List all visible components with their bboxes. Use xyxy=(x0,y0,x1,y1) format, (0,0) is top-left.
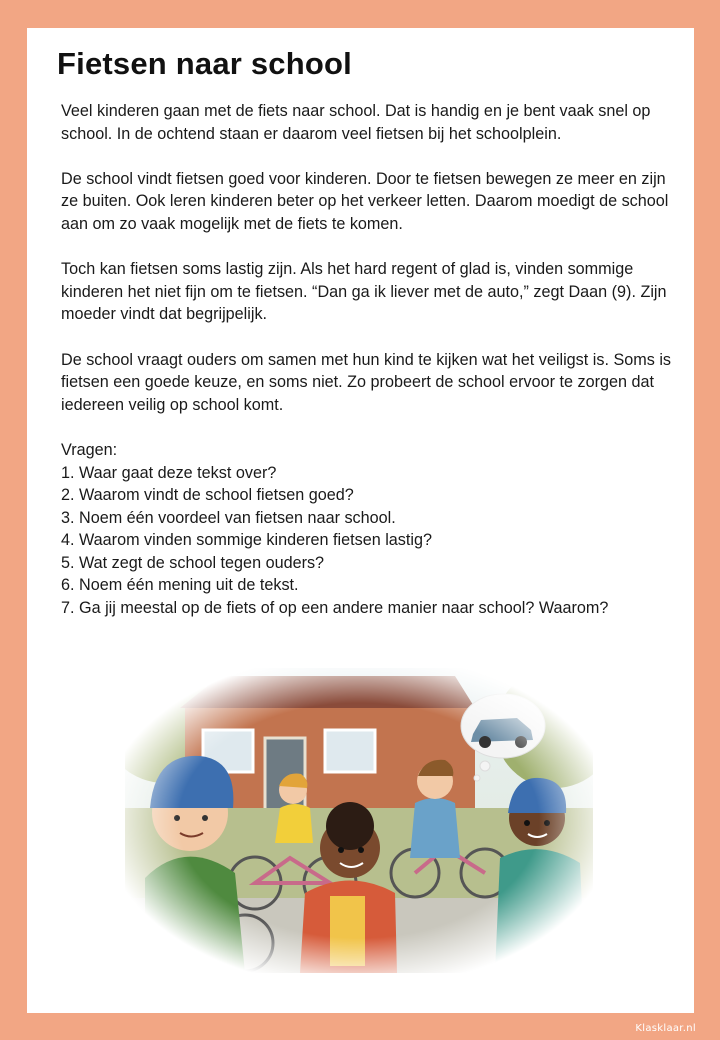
question-item: 1. Waar gaat deze tekst over? xyxy=(61,463,277,482)
questions-heading: Vragen: xyxy=(61,440,118,459)
paragraph: Toch kan fietsen soms lastig zijn. Als het hard regent of glad is, vinden sommige kinderen het niet fijn om te fietsen. “Dan ga ik liever met de auto,” zegt Daan (9). Zijn moeder vindt dat begrijpelijk. xyxy=(61,260,667,324)
question-item: 5. Wat zegt de school tegen ouders? xyxy=(61,553,325,572)
worksheet-page xyxy=(27,28,694,1013)
article-text xyxy=(61,100,671,620)
paragraph: De school vindt fietsen goed voor kinderen. Door te fietsen bewegen ze meer en zijn ze buiten. Ook leren kinderen beter op het verkeer letten. Daarom moedigt de school aan om zo vaak mogelijk met de fiets te komen. xyxy=(61,169,669,233)
questions-list xyxy=(61,462,671,620)
question-item: 6. Noem één mening uit de tekst. xyxy=(61,576,299,595)
paragraph: Veel kinderen gaan met de fiets naar school. Dat is handig en je bent vaak snel op school. In de ochtend staan er daarom veel fietsen bij het schoolplein. xyxy=(61,102,651,143)
paragraph: De school vraagt ouders om samen met hun kind te kijken wat het veiligst is. Soms is fietsen een goede keuze, en soms niet. Zo probeert de school ervoor te zorgen dat iedereen veilig op school komt. xyxy=(61,350,672,414)
question-item: 2. Waarom vindt de school fietsen goed? xyxy=(61,486,354,505)
question-item: 3. Noem één voordeel van fietsen naar school. xyxy=(61,508,396,527)
question-item: 4. Waarom vinden sommige kinderen fietsen lastig? xyxy=(61,531,432,550)
children-with-bikes-illustration xyxy=(125,668,593,973)
question-item: 7. Ga jij meestal op de fiets of op een andere manier naar school? Waarom? xyxy=(61,599,609,618)
brand-watermark: Klasklaar.nl xyxy=(635,1023,696,1034)
page-title: Fietsen naar school xyxy=(57,46,352,81)
